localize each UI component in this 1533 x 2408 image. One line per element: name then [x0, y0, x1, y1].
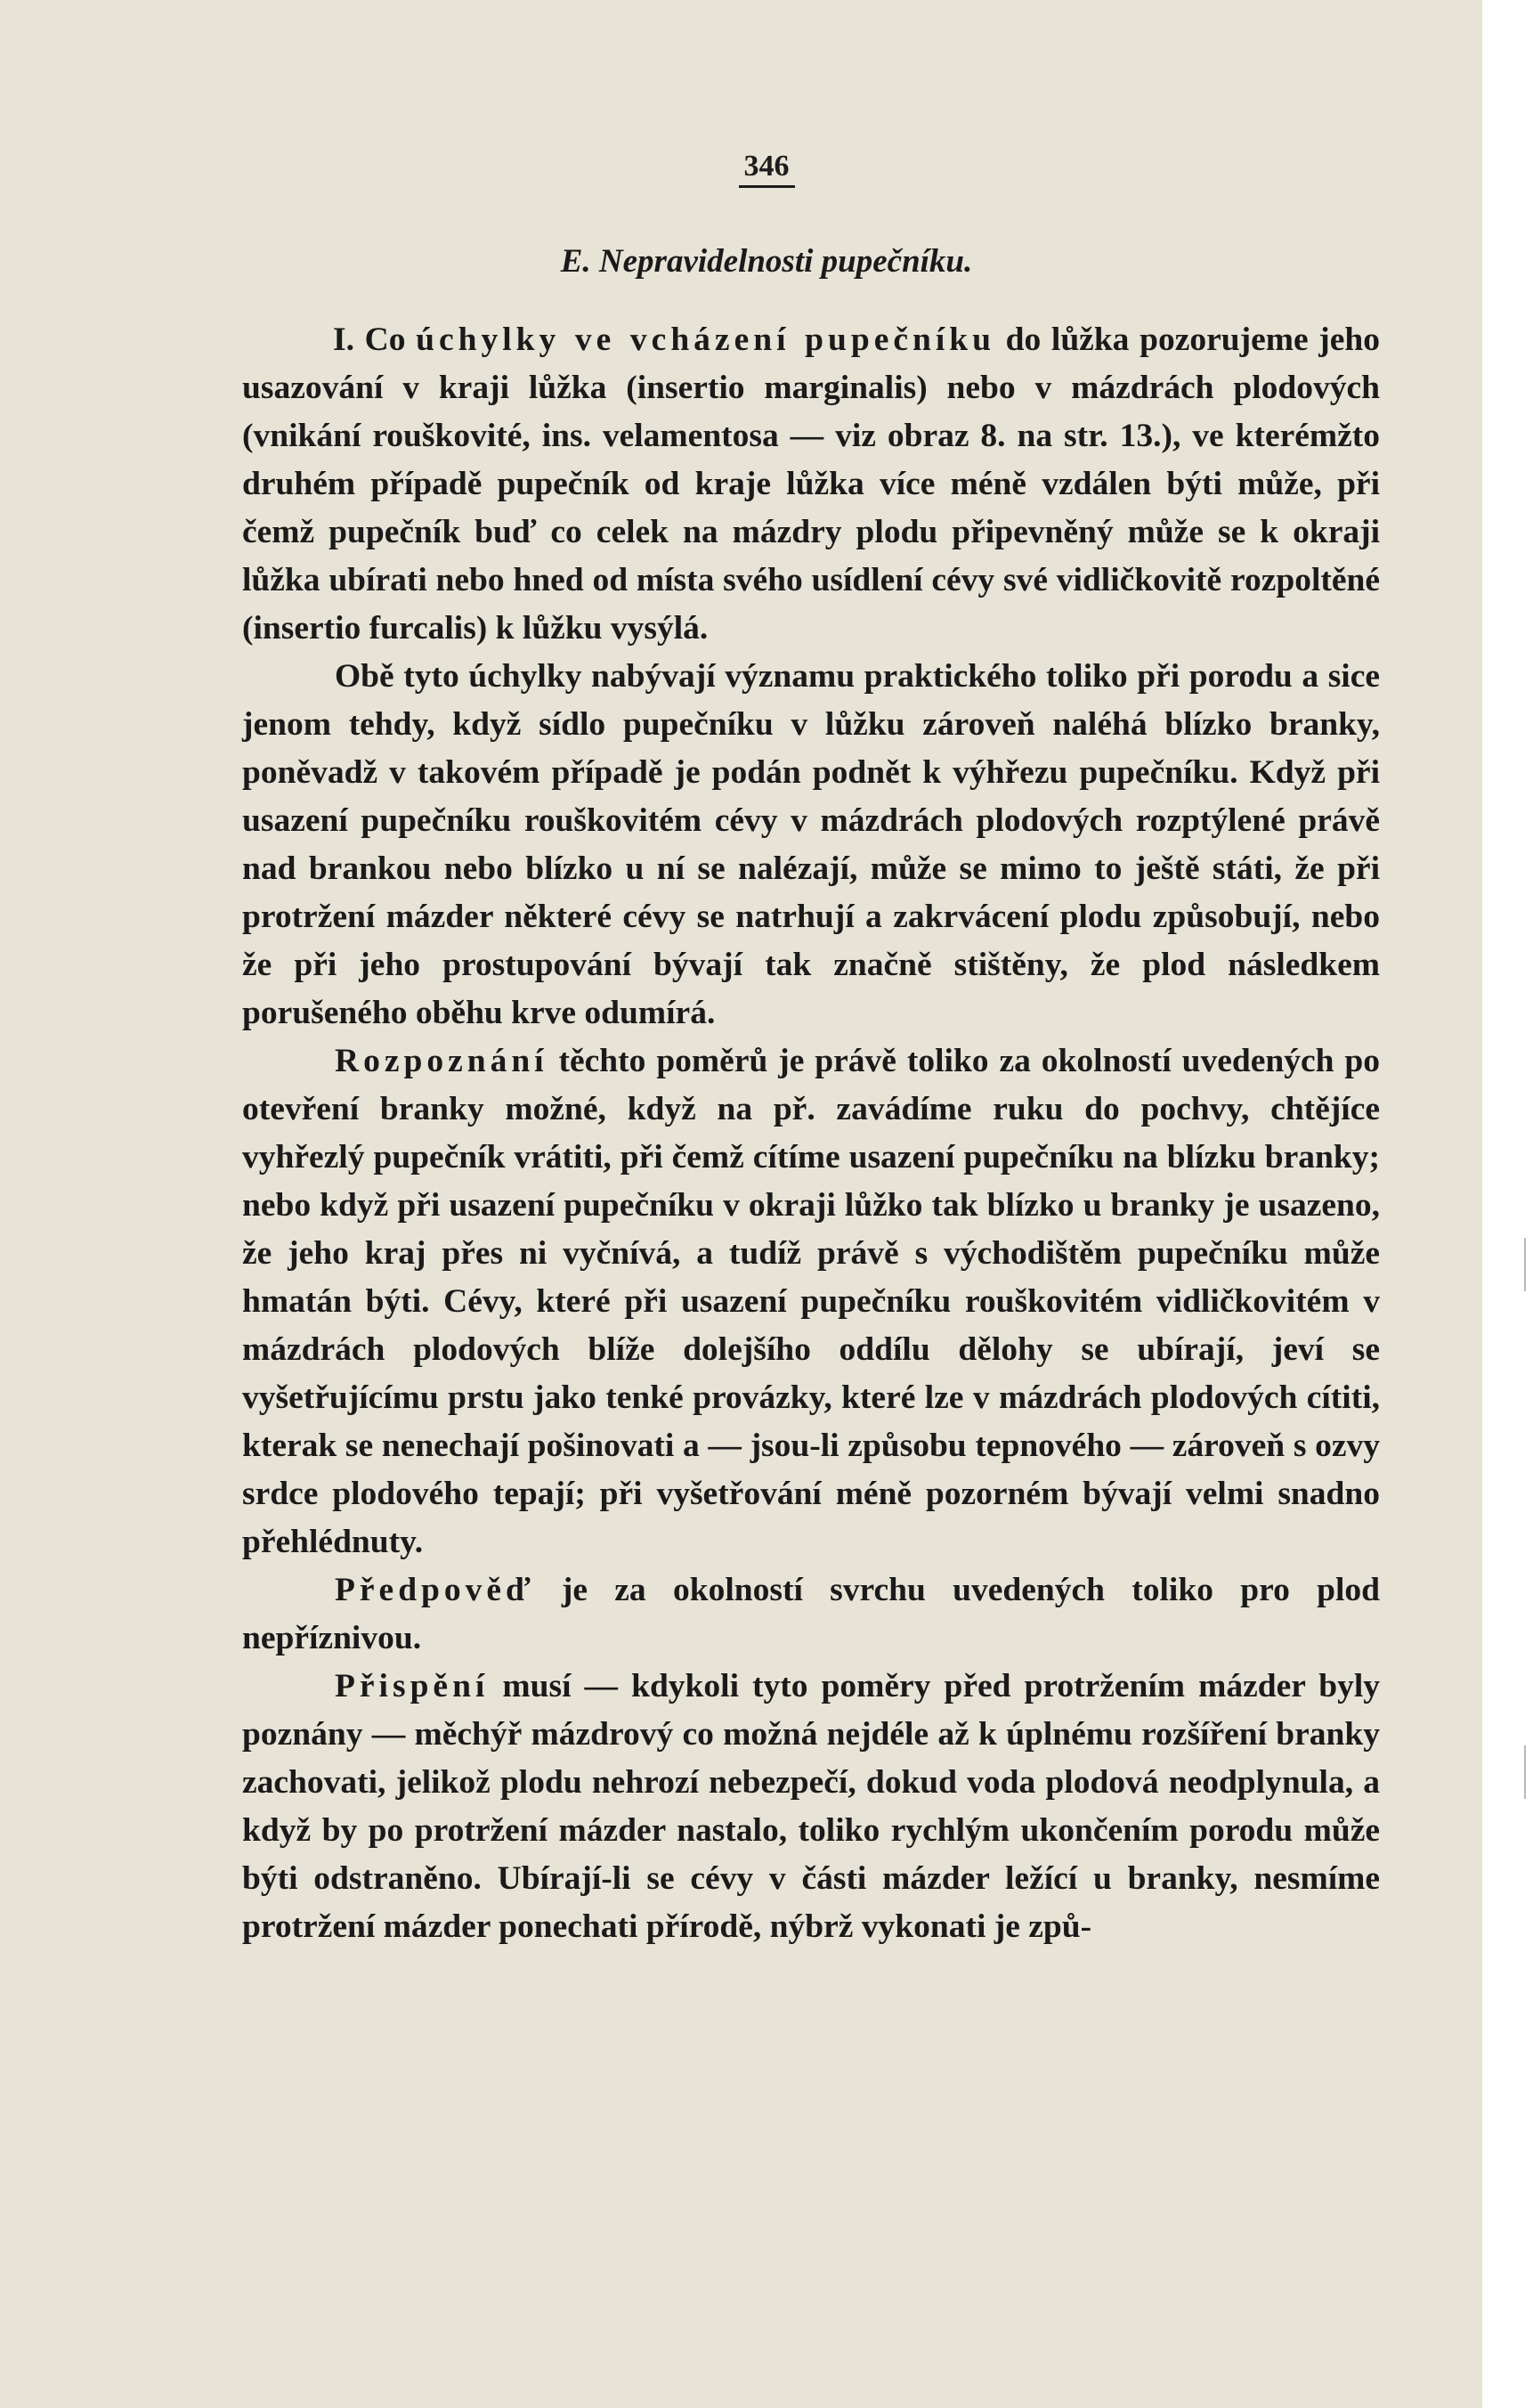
- paragraph-insertion: [242, 316, 1380, 653]
- paragraph-significance: [242, 653, 1380, 1037]
- paragraph-text: do lůžka pozorujeme jeho usazování v kraji lůžka (insertio marginalis) nebo v mázdrách plodových (vnikání rouškovité, ins. velamentosa — viz obraz 8. na str. 13.), ve kterémžto druhém případě pupečník od kraje lůžka více méně vzdálen býti může, při čemž pupečník buď co celek na mázdry plodu připevněný může se k okraji lůžka ubírati nebo hned od místa svého usídlení cévy své vidličkovitě rozpoltěné (insertio furcalis) k lůžku vysýlá.: [242, 321, 1380, 647]
- page-number-text: 346: [739, 150, 795, 188]
- scan-mark: [1524, 1238, 1526, 1291]
- scan-mark: [1524, 1745, 1526, 1799]
- spaced-term: Rozpoznání: [335, 1043, 548, 1079]
- paragraph-text: je za okolností svrchu uvedených toliko pro plod nepříznivou.: [242, 1572, 1380, 1656]
- paragraph-text: Obě tyto úchylky nabývají významu praktického toliko při porodu a sice jenom tehdy, když sídlo pupečníku v lůžku zároveň naléhá blízko branky, poněvadž v takovém případě je podán podnět k výhřezu pupečníku. Když při usazení pupečníku rouškovitém cévy v mázdrách plodových rozptýlené právě nad brankou nebo blízko u ní se nalézají, může se mimo to ještě státi, že při protržení mázder některé cévy se natrhují a zakrvácení plodu způsobují, nebo že při jeho prostupování bývají tak značně stištěny, že plod následkem porušeného oběhu krve odumírá.: [242, 658, 1380, 1031]
- paragraph-diagnosis: [242, 1037, 1380, 1566]
- scan-margin: [1482, 0, 1533, 2408]
- paragraph-text: těchto poměrů je právě toliko za okolností uvedených po otevření branky možné, když na př. zavádíme ruku do pochvy, chtějíce vyhřezlý pupečník vrátiti, při čemž cítíme usazení pupečníku na blízku branky; nebo když při usazení pupečníku v okraji lůžko tak blízko u branky je usazeno, že jeho kraj přes ni vyčnívá, a tudíž právě s východištěm pupečníku může hmatán býti. Cévy, které při usazení pupečníku rouškovitém vidličkovitém v mázdrách plodových blíže dolejšího oddílu dělohy se ubírají, jeví se vyšetřujícímu prstu jako tenké provázky, které lze v mázdrách plodových cítiti, kterak se nenechají pošinovati a — jsou-li způsobu tepnového — zároveň s ozvy srdce plodového tepají; při vyšetřování méně pozorném bývají velmi snadno přehlédnuty.: [242, 1043, 1380, 1560]
- paragraph-prognosis: [242, 1566, 1380, 1663]
- paragraph-treatment: [242, 1663, 1380, 1951]
- paragraph-text: musí — kdykoli tyto poměry před protržením mázder byly poznány — měchýř mázdrový co možná nejdéle až k úplnému rozšíření branky zachovati, jelikož plodu nehrozí nebezpečí, dokud voda plodová neodplynula, a když by po protržení mázder nastalo, toliko rychlým ukončením porodu může býti odstraněno. Ubírají-li se cévy v části mázder ležící u branky, nesmíme protržení mázder ponechati přírodě, nýbrž vykonati je způ-: [242, 1668, 1380, 1945]
- spaced-term: úchylky ve vcházení pupečníku: [416, 321, 995, 358]
- spaced-term: Předpověď: [335, 1572, 535, 1608]
- page-number: [0, 150, 1533, 188]
- body-text: [242, 316, 1380, 1951]
- paragraph-lead: I. Co: [333, 321, 417, 358]
- section-title: E. Nepravidelnosti pupečníku.: [560, 243, 973, 280]
- spaced-term: Přispění: [335, 1668, 490, 1704]
